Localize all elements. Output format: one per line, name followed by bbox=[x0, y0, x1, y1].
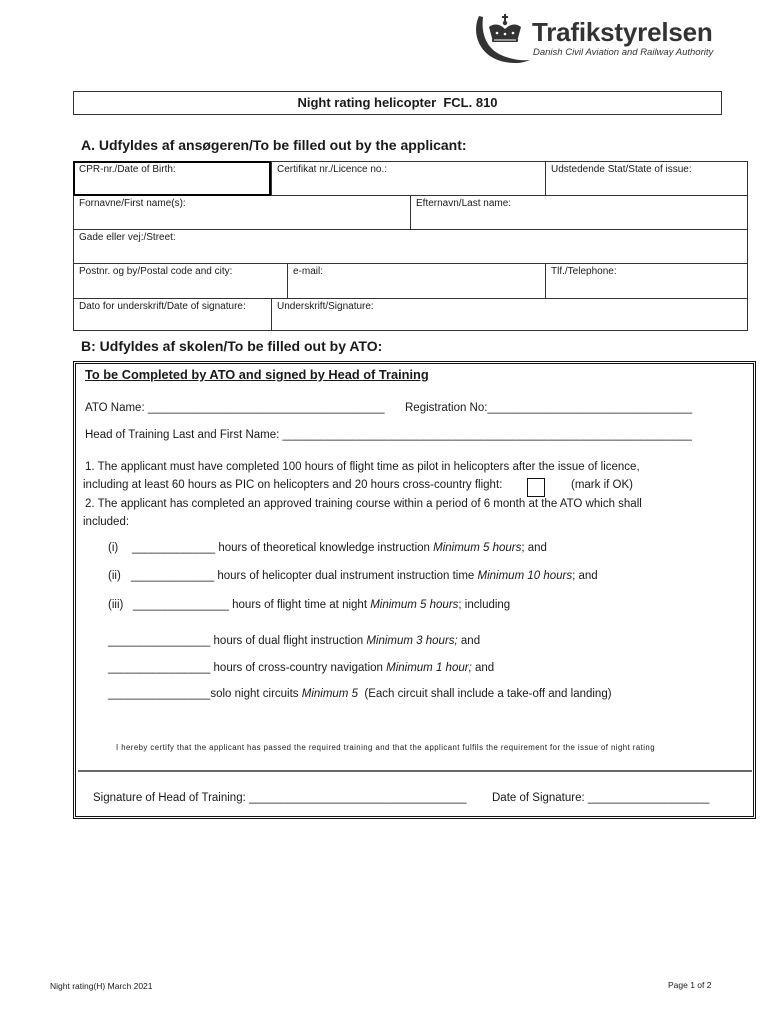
requirement-1-text: 1. The applicant must have completed 100 hours of flight time as pilot in helicopters after the issue of licence, bbox=[85, 461, 640, 473]
subitem-3-count-blank[interactable]: ________________ bbox=[108, 688, 211, 700]
table-row bbox=[74, 229, 747, 263]
date-of-signature-label: Dato for underskrift/Date of signature: bbox=[79, 301, 246, 312]
subitem-cross-country-line bbox=[108, 661, 494, 675]
subitem-2-minimum: Minimum 1 hour; bbox=[386, 662, 472, 674]
checkbox-hint bbox=[571, 478, 633, 492]
subitem-1-text: hours of dual flight instruction bbox=[210, 635, 367, 647]
street-label: Gade eller vej:/Street: bbox=[79, 232, 176, 243]
item-i-suffix: ; and bbox=[521, 542, 547, 554]
signature-line bbox=[93, 791, 466, 805]
head-of-training-line bbox=[85, 428, 692, 442]
subitem-1-hours-blank[interactable]: ________________ bbox=[108, 635, 211, 647]
item-iii-suffix: ; including bbox=[458, 599, 511, 611]
requirement-1-checkbox[interactable] bbox=[527, 478, 545, 497]
subitem-2-hours-blank[interactable]: ________________ bbox=[108, 662, 211, 674]
head-of-training-blank[interactable]: ________________________________________________________________ bbox=[282, 429, 692, 441]
email-label: e-mail: bbox=[293, 266, 324, 277]
date-of-signature-field[interactable] bbox=[74, 299, 271, 330]
item-ii-line bbox=[131, 569, 598, 583]
subitem-3-text: solo night circuits bbox=[210, 688, 302, 700]
crown-emblem-icon bbox=[471, 13, 535, 69]
subitem-2-suffix: and bbox=[471, 662, 495, 674]
item-iii-text: hours of flight time at night bbox=[228, 599, 371, 611]
subitem-3-suffix: (Each circuit shall include a take-off and landing) bbox=[357, 688, 612, 700]
section-divider bbox=[78, 770, 752, 772]
signature-field[interactable] bbox=[271, 299, 747, 330]
registration-blank[interactable]: ________________________________ bbox=[487, 402, 693, 414]
item-ii-text: hours of helicopter dual instrument instruction time bbox=[214, 570, 478, 582]
table-row bbox=[74, 263, 747, 298]
item-ii-hours-blank[interactable]: _____________ bbox=[131, 570, 215, 582]
item-iii-label bbox=[108, 598, 123, 612]
date-of-signature-blank[interactable]: ___________________ bbox=[587, 792, 710, 804]
date-of-signature-line bbox=[492, 791, 709, 805]
hot-signature-label: Signature of Head of Training: bbox=[93, 792, 249, 804]
postal-code-label: Postnr. og by/Postal code and city: bbox=[79, 266, 233, 277]
requirement-2-line-2 bbox=[83, 515, 129, 529]
item-ii-minimum: Minimum 10 hours bbox=[477, 570, 573, 582]
table-row bbox=[74, 195, 747, 229]
ato-name-blank[interactable]: _____________________________________ bbox=[147, 402, 385, 414]
subitem-2-text: hours of cross-country navigation bbox=[210, 662, 387, 674]
subitem-solo-circuits-line bbox=[108, 687, 612, 701]
item-i-hours-blank[interactable]: _____________ bbox=[132, 542, 216, 554]
state-of-issue-field[interactable] bbox=[545, 162, 747, 195]
postal-code-field[interactable] bbox=[74, 264, 287, 298]
licence-label: Certifikat nr./Licence no.: bbox=[277, 164, 388, 175]
subitem-3-minimum: Minimum 5 bbox=[301, 688, 358, 700]
ato-name-label: ATO Name: bbox=[85, 402, 148, 414]
section-a-heading: A. Udfyldes af ansøgeren/To be filled out by the applicant: bbox=[81, 137, 467, 153]
footer-document-id: Night rating(H) March 2021 bbox=[50, 981, 153, 991]
crown-shape bbox=[489, 14, 521, 42]
telephone-label: Tlf./Telephone: bbox=[551, 266, 617, 277]
first-name-label: Fornavne/First name(s): bbox=[79, 198, 186, 209]
cpr-field-focus-outline bbox=[73, 161, 271, 196]
requirement-1-line-1 bbox=[85, 460, 640, 474]
state-of-issue-label: Udstedende Stat/State of issue: bbox=[551, 164, 692, 175]
last-name-field[interactable] bbox=[410, 196, 747, 229]
cpr-label: CPR-nr./Date of Birth: bbox=[79, 164, 176, 175]
street-field[interactable] bbox=[74, 230, 747, 263]
requirement-2-text: 2. The applicant has completed an approved training course within a period of 6 month at the ATO which shall bbox=[85, 498, 642, 510]
requirement-1-text-cont: including at least 60 hours as PIC on helicopters and 20 hours cross-country flight: bbox=[83, 479, 503, 491]
section-b-heading: B: Udfyldes af skolen/To be filled out by ATO: bbox=[81, 338, 383, 354]
ato-box-title bbox=[85, 367, 429, 382]
item-i-minimum: Minimum 5 hours bbox=[433, 542, 522, 554]
form-title: Night rating helicopter FCL. 810 bbox=[73, 91, 722, 115]
requirement-1-line-2 bbox=[83, 478, 502, 492]
licence-field[interactable] bbox=[271, 162, 545, 195]
item-i-text: hours of theoretical knowledge instruction bbox=[215, 542, 434, 554]
requirement-2-text-cont: included: bbox=[83, 516, 130, 528]
hot-signature-blank[interactable]: __________________________________ bbox=[249, 792, 467, 804]
signature-label: Underskrift/Signature: bbox=[277, 301, 374, 312]
logo-wordmark: Trafikstyrelsen bbox=[532, 17, 713, 47]
item-iii-hours-blank[interactable]: _______________ bbox=[133, 599, 229, 611]
item-ii-label-text: (ii) bbox=[108, 570, 121, 582]
footer-page-number: Page 1 of 2 bbox=[668, 980, 712, 990]
item-i-label-text: (i) bbox=[108, 542, 119, 554]
item-i-line bbox=[132, 541, 547, 555]
first-name-field[interactable] bbox=[74, 196, 410, 229]
date-of-signature-label-b: Date of Signature: bbox=[492, 792, 588, 804]
item-i-label bbox=[108, 541, 118, 555]
ato-box-title-text: To be Completed by ATO and signed by Head of Training bbox=[85, 367, 429, 382]
telephone-field[interactable] bbox=[545, 264, 747, 298]
last-name-label: Efternavn/Last name: bbox=[416, 198, 512, 209]
ato-name-line bbox=[85, 401, 385, 415]
subitem-1-minimum: Minimum 3 hours; bbox=[366, 635, 458, 647]
registration-label: Registration No: bbox=[405, 402, 488, 414]
item-ii-label bbox=[108, 569, 121, 583]
head-of-training-label: Head of Training Last and First Name: bbox=[85, 429, 283, 441]
registration-line bbox=[405, 401, 692, 415]
item-ii-suffix: ; and bbox=[572, 570, 598, 582]
item-iii-line bbox=[133, 598, 510, 612]
email-field[interactable] bbox=[287, 264, 545, 298]
checkbox-hint-text: (mark if OK) bbox=[571, 479, 633, 491]
item-iii-minimum: Minimum 5 hours bbox=[370, 599, 459, 611]
item-iii-label-text: (iii) bbox=[108, 599, 124, 611]
certification-statement: I hereby certify that the applicant has passed the required training and that the applicant fulfils the requirement for the issue of night rating bbox=[116, 743, 655, 752]
subitem-1-suffix: and bbox=[457, 635, 481, 647]
subitem-dual-instruction-line bbox=[108, 634, 480, 648]
table-row bbox=[74, 298, 747, 330]
ato-section-box bbox=[73, 361, 756, 819]
logo-tagline: Danish Civil Aviation and Railway Authority bbox=[533, 47, 714, 58]
requirement-2-line-1 bbox=[85, 497, 642, 511]
